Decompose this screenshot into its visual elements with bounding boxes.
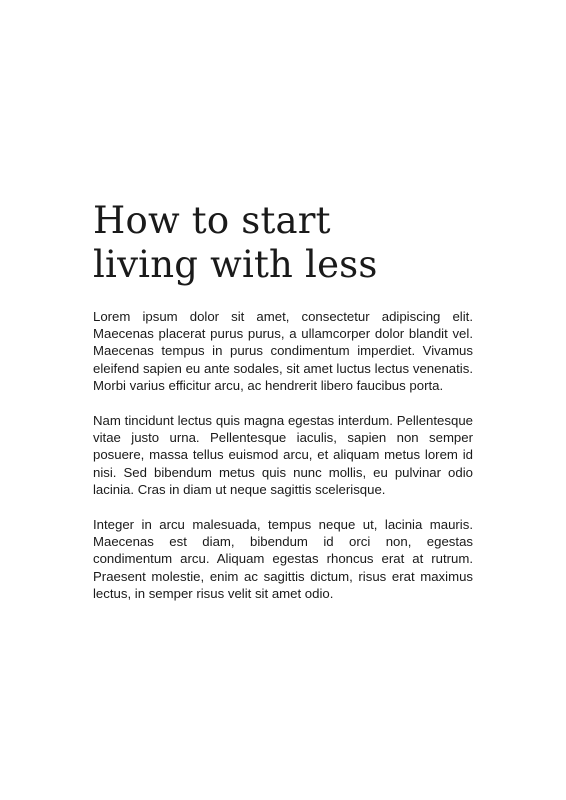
paragraph-2: Nam tincidunt lectus quis magna egestas interdum. Pellentesque vitae justo urna. Pellentesque iaculis, sapien non semper posuere, massa tellus euismod arcu, et aliquam metus lorem id nisi. Sed bibendum metus quis nunc mollis, eu pulvinar odio lacinia. Cras in diam ut neque sagittis scelerisque.	[93, 413, 473, 497]
paragraph-1: Lorem ipsum dolor sit amet, consectetur adipiscing elit. Maecenas placerat purus purus, a ullamcorper dolor blandit vel. Maecenas tempus in purus condimentum imperdiet. Vivamus eleifend sapien eu ante sodales, sit amet luctus lectus venenatis. Morbi varius efficitur arcu, ac hendrerit libero faucibus porta.	[93, 309, 473, 393]
paragraph-3: Integer in arcu malesuada, tempus neque ut, lacinia mauris. Maecenas est diam, bibendum id orci non, egestas condimentum arcu. Aliquam egestas rhoncus erat at rutrum. Praesent molestie, enim ac sagittis dictum, risus erat maximus lectus, in semper risus velit sit amet odio.	[93, 517, 473, 601]
title-line-1: How to start	[93, 199, 331, 242]
page-title	[93, 199, 473, 287]
body-text	[93, 308, 473, 620]
title-line-2: living with less	[93, 243, 378, 286]
